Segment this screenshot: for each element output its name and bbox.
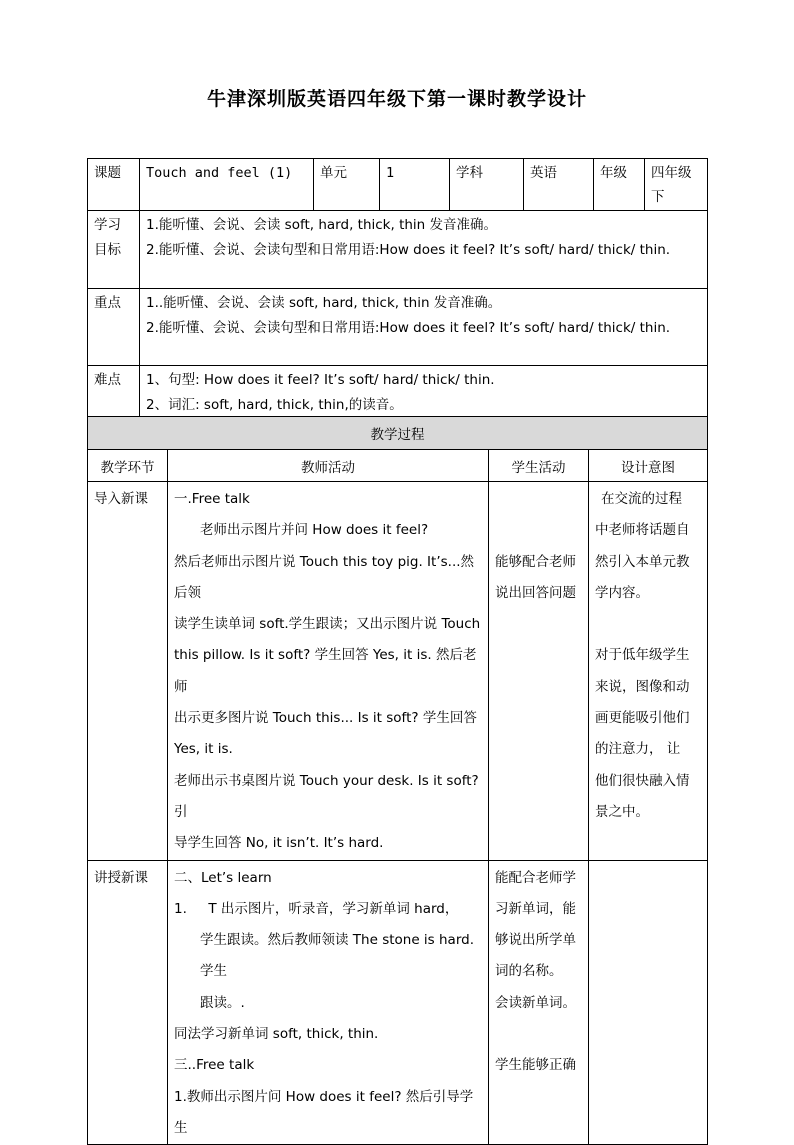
student-line: 能够配合老师 (495, 553, 576, 570)
teacher-line: Yes, it is. (174, 741, 233, 758)
teacher-line: 1. T 出示图片，听录音，学习新单词 hard， (174, 900, 459, 917)
process-header: 教学过程 (88, 417, 708, 450)
key-point-line-1: 1..能听懂、会说、会读 soft, hard, thick, thin 发音准确。 (146, 295, 502, 311)
teaching-process-table (87, 416, 708, 1145)
grade-label: 年级 (594, 159, 645, 211)
stage-2-design-intent (589, 860, 708, 1145)
teacher-line: 读学生读单词 soft.学生跟读；又出示图片说 Touch (174, 616, 481, 633)
unit-value: 1 (380, 159, 450, 211)
stage-2-student-activity (489, 860, 589, 1145)
teacher-line: 学生跟读。然后教师领读 The stone is hard.学生 (200, 932, 475, 980)
teacher-line: 同法学习新单词 soft, thick, thin. (174, 1026, 379, 1043)
student-line: 词的名称。 (495, 963, 563, 980)
topic-label: 课题 (88, 159, 140, 211)
stage-2-teacher-activity (168, 860, 489, 1145)
teacher-line: 跟读。. (200, 994, 245, 1011)
teacher-line: 老师出示书桌图片说 Touch your desk. Is it soft? 引 (174, 772, 479, 820)
stage-1-student-activity (489, 482, 589, 861)
intent-line: 在交流的过程 (601, 491, 682, 507)
grade-value: 四年级下 (645, 159, 708, 211)
teacher-line: 老师出示图片并问 How does it feel? (200, 522, 429, 539)
document-title: 牛津深圳版英语四年级下第一课时教学设计 (206, 88, 587, 110)
intent-line: 来说，图像和动 (595, 678, 690, 695)
intent-line: 景之中。 (595, 803, 649, 820)
intent-line: 学内容。 (595, 584, 649, 601)
unit-label: 单元 (314, 159, 380, 211)
student-line: 会读新单词。 (495, 994, 576, 1011)
topic-value: Touch and feel (1) (140, 159, 314, 211)
objective-line-1: 1.能听懂、会说、会读 soft, hard, thick, thin 发音准确。 (146, 217, 498, 233)
difficulty-line-2: 2、词汇: soft, hard, thick, thin,的读音。 (146, 397, 403, 413)
intent-line: 画更能吸引他们 (595, 710, 690, 727)
teacher-line: 1.教师出示图片问 How does it feel? 然后引导学生 (174, 1088, 474, 1136)
student-line: 习新单词，能 (495, 900, 576, 917)
student-line: 能配合老师学 (495, 869, 576, 886)
teacher-line: 导学生回答 No, it isn’t. It’s hard. (174, 835, 384, 852)
difficulties-label: 难点 (88, 366, 140, 419)
student-line: 说出回答问题 (495, 584, 576, 601)
column-student: 学生活动 (489, 450, 589, 482)
column-stage: 教学环节 (88, 450, 168, 482)
key-points-label: 重点 (88, 289, 140, 366)
stage-1-name: 导入新课 (88, 482, 168, 861)
column-intent: 设计意图 (589, 450, 708, 482)
teacher-line: 一.Free talk (174, 491, 250, 507)
teacher-line: 然后老师出示图片说 Touch this toy pig. It’s...然后领 (174, 553, 475, 601)
objectives-label: 学习目标 (88, 211, 140, 289)
stage-1-teacher-activity (168, 482, 489, 861)
intent-line: 对于低年级学生 (595, 647, 690, 664)
subject-label: 学科 (450, 159, 524, 211)
teacher-line: 出示更多图片说 Touch this... Is it soft? 学生回答 (174, 710, 477, 727)
teacher-line: 三..Free talk (174, 1057, 255, 1074)
column-teacher: 教师活动 (168, 450, 489, 482)
lesson-info-table (87, 158, 708, 419)
intent-line: 的注意力， 让 (595, 741, 681, 758)
objective-line-2: 2.能听懂、会说、会读句型和日常用语:How does it feel? It’s soft/ hard/ thick/ thin. (146, 242, 671, 258)
key-point-line-2: 2.能听懂、会说、会读句型和日常用语:How does it feel? It’s soft/ hard/ thick/ thin. (146, 320, 671, 336)
intent-line: 他们很快融入情 (595, 772, 690, 789)
key-points-content (140, 289, 708, 366)
student-line: 学生能够正确 (495, 1057, 576, 1074)
intent-line: 中老师将话题自 (595, 522, 690, 539)
difficulty-line-1: 1、句型: How does it feel? It’s soft/ hard/ thick/ thin. (146, 372, 495, 388)
subject-value: 英语 (524, 159, 594, 211)
stage-1-design-intent (589, 482, 708, 861)
teacher-line: this pillow. Is it soft? 学生回答 Yes, it is. 然后老师 (174, 647, 477, 695)
student-line: 够说出所学单 (495, 932, 576, 949)
teacher-line: 二、Let’s learn (174, 869, 272, 886)
stage-2-name: 讲授新课 (88, 860, 168, 1145)
intent-line: 然引入本单元教 (595, 553, 690, 570)
difficulties-content (140, 366, 708, 419)
objectives-content (140, 211, 708, 289)
